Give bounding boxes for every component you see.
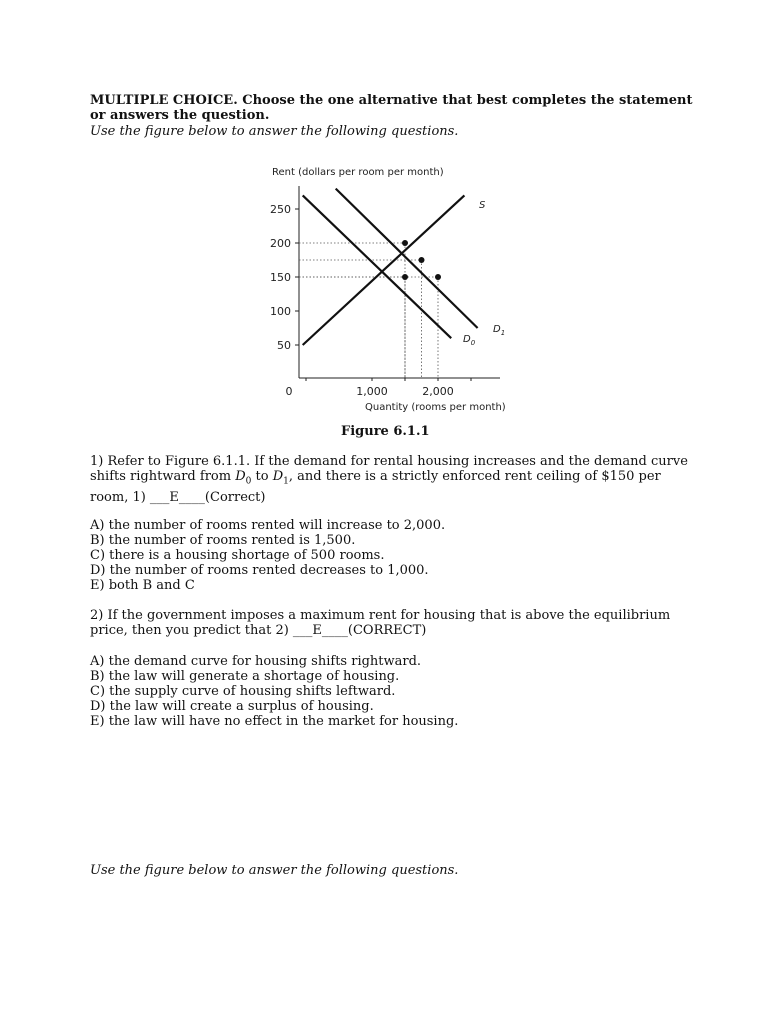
q2-option-e: E) the law will have no effect in the market for housing. [90, 714, 459, 729]
question-2 [90, 608, 690, 638]
instruction-line-2: or answers the question. [90, 108, 270, 123]
instruction-line-1: MULTIPLE CHOICE. Choose the one alternative that best completes the statement [90, 93, 693, 108]
q2-option-b: B) the law will generate a shortage of housing. [90, 669, 400, 684]
d1-label: $D_1$ [493, 324, 506, 337]
use-figure-text: Use the figure below to answer the following questions. [90, 124, 459, 139]
q1-option-d: D) the number of rooms rented decreases to 1,000. [90, 563, 429, 578]
x-tick-label: 2,000 [422, 385, 454, 398]
y-tick-label: 50 [277, 339, 291, 352]
equilibrium-dot [435, 274, 441, 280]
q1-line-1: 1) Refer to Figure 6.1.1. If the demand for rental housing increases and the demand curve [90, 454, 688, 469]
guide-lines [299, 243, 438, 378]
curve-d0 [303, 195, 452, 338]
y-axis-label: Rent (dollars per room per month) [272, 167, 444, 178]
y-tick-label: 100 [270, 305, 291, 318]
q1-options [90, 518, 690, 593]
curve-d1 [336, 189, 478, 328]
d0-label: $D_0$ [463, 334, 476, 347]
curves [303, 189, 478, 345]
figure-6-1-1-chart [255, 158, 515, 420]
axes [295, 186, 500, 381]
y-tick-label: 150 [270, 271, 291, 284]
q2-option-c: C) the supply curve of housing shifts leftward. [90, 684, 396, 699]
x-tick-label: 0 [285, 385, 293, 398]
q2-line-2: price, then you predict that 2) ___E____(CORRECT) [90, 623, 427, 638]
y-tick-label: 250 [270, 203, 291, 216]
q1-option-c: C) there is a housing shortage of 500 rooms. [90, 548, 385, 563]
use-figure-text-2: Use the figure below to answer the following questions. [90, 863, 459, 878]
figure-caption: Figure 6.1.1 [341, 424, 430, 439]
equilibrium-dot [419, 257, 425, 263]
q1-option-e: E) both B and C [90, 578, 195, 593]
question-1 [90, 454, 690, 505]
q2-option-a: A) the demand curve for housing shifts rightward. [90, 654, 422, 669]
q2-option-d: D) the law will create a surplus of housing. [90, 699, 374, 714]
x-axis-label: Quantity (rooms per month) [365, 402, 506, 413]
y-tick-label: 200 [270, 237, 291, 250]
q1-line-2: shifts rightward from $D_0$ to $D_1$, and there is a strictly enforced rent ceiling of $150 per [90, 469, 661, 487]
q2-options [90, 654, 690, 729]
q2-line-1: 2) If the government imposes a maximum rent for housing that is above the equilibrium [90, 608, 671, 623]
q1-line-3: room, 1) ___E____(Correct) [90, 489, 266, 505]
q1-option-a: A) the number of rooms rented will increase to 2,000. [90, 518, 446, 533]
supply-label: S [479, 200, 486, 211]
q1-option-b: B) the number of rooms rented is 1,500. [90, 533, 356, 548]
equilibrium-dot [402, 274, 408, 280]
x-tick-label: 1,000 [356, 385, 388, 398]
equilibrium-dot [402, 240, 408, 246]
